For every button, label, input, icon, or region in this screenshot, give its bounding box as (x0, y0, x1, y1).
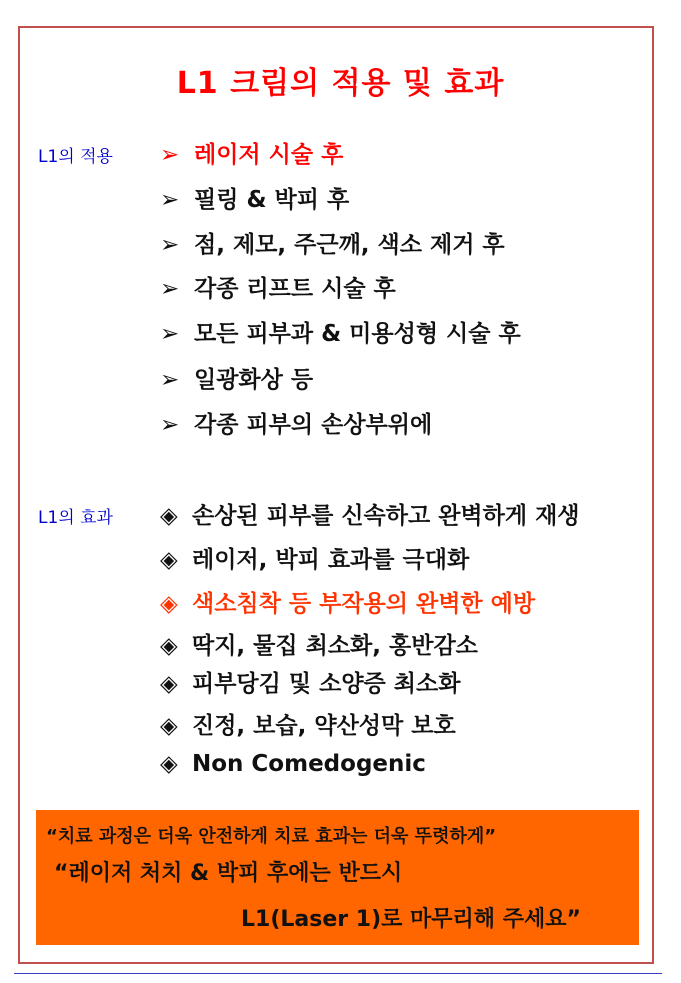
banner-slogan: “치료 과정은 더욱 안전하게 치료 효과는 더욱 뚜렷하게” (46, 826, 497, 847)
effect-item (160, 707, 456, 740)
application-item-text: 레이저 시술 후 (194, 142, 344, 168)
application-item-text: 점, 제모, 주근깨, 색소 제거 후 (194, 232, 505, 258)
effect-item-text: 피부당김 및 소양증 최소화 (192, 671, 461, 697)
effect-item (160, 497, 580, 530)
effect-item (160, 541, 469, 574)
effect-item (160, 585, 535, 618)
effect-item (160, 751, 426, 777)
page-title: L1 크림의 적용 및 효과 (176, 66, 505, 101)
diamond-bullet-icon: ◈ (160, 503, 178, 529)
arrow-bullet-icon: ➢ (160, 276, 180, 302)
application-item (160, 406, 432, 439)
application-item (160, 315, 521, 348)
arrow-bullet-icon: ➢ (160, 321, 180, 347)
effect-item (160, 627, 478, 660)
effect-item-text: 딱지, 물집 최소화, 홍반감소 (192, 633, 478, 659)
application-item-text: 모든 피부과 & 미용성형 시술 후 (194, 321, 521, 347)
arrow-bullet-icon: ➢ (160, 367, 180, 393)
effect-item-text: 색소침착 등 부작용의 완벽한 예방 (192, 591, 536, 617)
effect-item-text: 레이저, 박피 효과를 극대화 (192, 547, 470, 573)
application-item (160, 270, 396, 303)
application-item (160, 361, 313, 394)
diamond-bullet-icon: ◈ (160, 633, 178, 659)
application-item (160, 136, 343, 169)
arrow-bullet-icon: ➢ (160, 412, 180, 438)
effects-label: L1의 효과 (38, 508, 113, 528)
banner-line-2: “레이저 처치 & 박피 후에는 반드시 (54, 861, 403, 886)
effect-item-text: Non Comedogenic (192, 751, 426, 777)
arrow-bullet-icon: ➢ (160, 232, 180, 258)
arrow-bullet-icon: ➢ (160, 187, 180, 213)
application-item (160, 181, 349, 214)
diamond-bullet-icon: ◈ (160, 547, 178, 573)
application-label: L1의 적용 (38, 147, 113, 167)
application-item-text: 각종 리프트 시술 후 (194, 276, 396, 302)
diamond-bullet-icon: ◈ (160, 713, 178, 739)
effect-item (160, 665, 460, 698)
closing-banner (36, 810, 639, 945)
diamond-bullet-icon: ◈ (160, 671, 178, 697)
banner-line-3: L1(Laser 1)로 마무리해 주세요” (241, 907, 581, 932)
diamond-bullet-icon: ◈ (160, 751, 178, 777)
application-item-text: 각종 피부의 손상부위에 (194, 412, 433, 438)
application-item (160, 226, 505, 259)
diamond-bullet-icon: ◈ (160, 591, 178, 617)
application-item-text: 필링 & 박피 후 (194, 187, 350, 213)
arrow-bullet-icon: ➢ (160, 142, 180, 168)
effect-item-text: 손상된 피부를 신속하고 완벽하게 재생 (192, 503, 580, 529)
effect-item-text: 진정, 보습, 약산성막 보호 (192, 713, 456, 739)
application-item-text: 일광화상 등 (194, 367, 314, 393)
bottom-divider (14, 973, 662, 974)
